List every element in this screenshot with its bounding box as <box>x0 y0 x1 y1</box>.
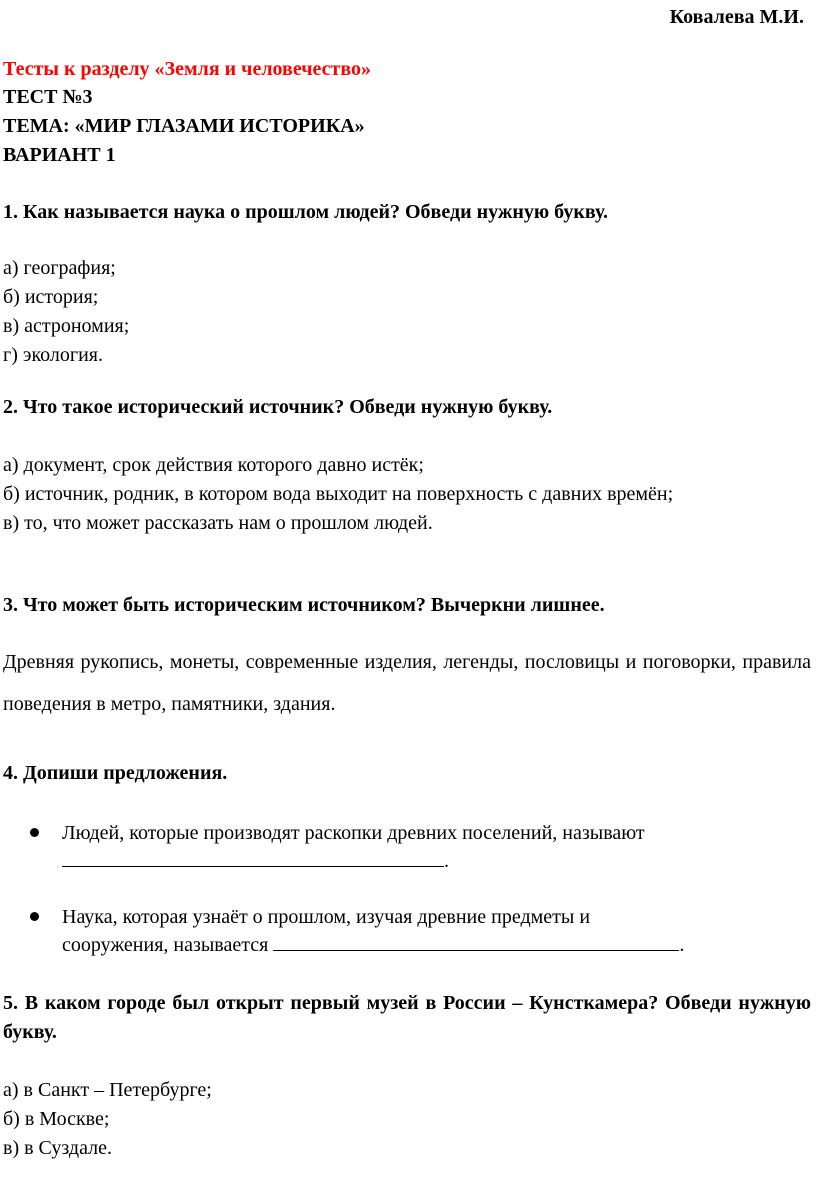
author-name: Ковалева М.И. <box>669 6 804 28</box>
question-1-options <box>3 254 129 370</box>
option-5c: в) в Суздале. <box>3 1137 113 1159</box>
option-1b: б) история; <box>3 286 99 308</box>
option-1c: в) астрономия; <box>3 315 130 337</box>
question-2-options <box>3 451 743 538</box>
option-2c: в) то, что может рассказать нам о прошлом людей. <box>3 512 433 534</box>
option-5b: б) в Москве; <box>3 1108 110 1130</box>
item-2-line-2 <box>62 931 684 959</box>
item-1-end: . <box>444 850 449 872</box>
question-1: 1. Как называется наука о прошлом людей? Обведи нужную букву. <box>3 201 609 223</box>
section-title: Тесты к разделу «Земля и человечество» <box>3 58 371 80</box>
bullet-icon <box>30 912 39 921</box>
item-1-text: Людей, которые производят раскопки древних поселений, называют <box>62 822 645 844</box>
question-3: 3. Что может быть историческим источником? Вычеркни лишнее. <box>3 594 605 616</box>
question-4: 4. Допиши предложения. <box>3 762 228 784</box>
option-2a: а) документ, срок действия которого давно истёк; <box>3 454 424 476</box>
item-2-text-line-1: Наука, которая узнаёт о прошлом, изучая древние предметы и <box>62 906 591 928</box>
option-5a: а) в Санкт – Петербурге; <box>3 1079 212 1101</box>
option-1d: г) экология. <box>3 344 103 366</box>
question-3-text: Древняя рукопись, монеты, современные изделия, легенды, пословицы и поговорки, правила поведения в метро, памятники, здания. <box>3 651 811 715</box>
option-2b: б) источник, родник, в котором вода выходит на поверхность с давних времён; <box>3 483 674 505</box>
test-theme: ТЕМА: «МИР ГЛАЗАМИ ИСТОРИКА» <box>3 115 365 137</box>
question-5: 5. В каком городе был открыт первый музей в России – Кунсткамера? Обведи нужную букву. <box>3 992 811 1043</box>
item-2-blank-line[interactable] <box>273 932 679 951</box>
item-2-end: . <box>679 934 685 956</box>
test-number: ТЕСТ №3 <box>3 86 93 108</box>
test-variant: ВАРИАНТ 1 <box>3 144 116 166</box>
bullet-icon <box>30 828 39 837</box>
question-2: 2. Что такое исторический источник? Обведи нужную букву. <box>3 396 553 418</box>
option-1a: а) география; <box>3 257 116 279</box>
item-1-blank-line[interactable] <box>62 847 645 875</box>
question-5-options <box>3 1076 212 1163</box>
item-2-text-line-2: сооружения, называется <box>62 934 269 956</box>
